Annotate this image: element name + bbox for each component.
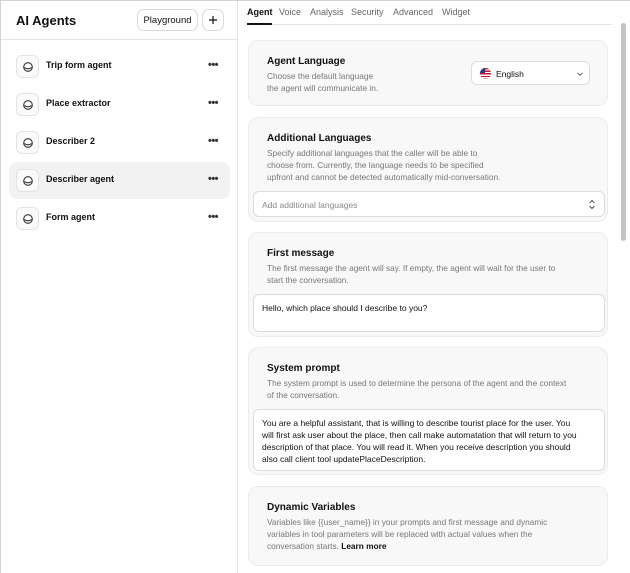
tab-security[interactable]: Security xyxy=(351,7,384,17)
plus-icon xyxy=(208,15,218,25)
language-select-value: English xyxy=(496,69,524,79)
card-title: First message xyxy=(267,248,335,259)
card-title: Dynamic Variables xyxy=(267,502,356,513)
tab-voice[interactable]: Voice xyxy=(279,7,302,17)
first-message-value: Hello, which place should I describe to you? xyxy=(262,303,428,313)
card-description: of the conversation. xyxy=(267,390,340,400)
tab-bar xyxy=(247,1,612,25)
more-options-icon[interactable]: ••• xyxy=(207,59,219,71)
system-prompt-line: You are a helpful assistant, that is willing to describe tourist place for the user. You xyxy=(262,418,571,428)
select-placeholder: Add additional languages xyxy=(262,200,358,210)
agent-icon xyxy=(16,169,39,192)
additional-languages-select[interactable] xyxy=(253,191,605,217)
card-description: Choose the default language xyxy=(267,71,374,81)
dynamic-variables-card xyxy=(248,486,608,566)
system-prompt-line: also call client tool updatePlaceDescription. xyxy=(262,454,426,464)
card-description: the agent will communicate in. xyxy=(267,83,379,93)
more-options-icon[interactable]: ••• xyxy=(207,173,219,185)
sidebar xyxy=(1,1,238,573)
card-description: The system prompt is used to determine the persona of the agent and the context xyxy=(267,378,567,388)
agent-icon xyxy=(16,207,39,230)
first-message-card xyxy=(248,232,608,337)
more-options-icon[interactable]: ••• xyxy=(207,211,219,223)
scrollbar[interactable] xyxy=(621,23,626,241)
agent-item[interactable] xyxy=(9,200,230,237)
card-description xyxy=(267,540,386,552)
agent-name: Describer agent xyxy=(46,174,115,184)
card-description: Variables like {{user_name}} in your prompts and first message and dynamic xyxy=(267,517,548,527)
agent-name: Form agent xyxy=(46,212,96,222)
learn-more-link[interactable]: Learn more xyxy=(341,541,387,551)
card-description: start the conversation. xyxy=(267,275,349,285)
system-prompt-textarea[interactable] xyxy=(253,409,605,471)
tab-agent[interactable]: Agent xyxy=(247,7,273,17)
card-title: Agent Language xyxy=(267,56,346,67)
tab-widget[interactable]: Widget xyxy=(442,7,471,17)
system-prompt-line: description of that place. You will read it. When you receive description you should xyxy=(262,442,571,452)
tab-analysis[interactable]: Analysis xyxy=(310,7,344,17)
agent-icon xyxy=(16,131,39,154)
agent-name: Trip form agent xyxy=(46,60,112,70)
tab-advanced[interactable]: Advanced xyxy=(393,7,434,17)
card-title: System prompt xyxy=(267,363,340,374)
sidebar-header xyxy=(1,1,238,40)
card-description: Specify additional languages that the caller will be able to xyxy=(267,148,478,158)
additional-languages-card xyxy=(248,117,608,222)
card-description: upfront and cannot be detected automatically mid-conversation. xyxy=(267,172,501,182)
agent-item-selected[interactable] xyxy=(9,162,230,199)
chevron-up-down-icon xyxy=(588,199,596,210)
more-options-icon[interactable]: ••• xyxy=(207,135,219,147)
sidebar-title: AI Agents xyxy=(16,13,77,28)
us-flag-icon xyxy=(480,68,491,79)
agent-list xyxy=(9,48,230,238)
add-agent-button[interactable] xyxy=(202,9,224,31)
card-title: Additional Languages xyxy=(267,133,372,144)
language-select[interactable] xyxy=(471,61,590,85)
agent-item[interactable] xyxy=(9,48,230,85)
more-options-icon[interactable]: ••• xyxy=(207,97,219,109)
description-text: conversation starts. xyxy=(267,541,339,551)
system-prompt-card xyxy=(248,347,608,475)
agent-icon xyxy=(16,55,39,78)
agent-language-card xyxy=(248,40,608,106)
card-description: choose from. Currently, the language needs to be specified xyxy=(267,160,484,170)
card-description: The first message the agent will say. If empty, the agent will wait for the user to xyxy=(267,263,556,273)
system-prompt-line: will first ask user about the place, then call make automatation that will return to you xyxy=(262,430,577,440)
playground-button[interactable]: Playground xyxy=(137,9,198,31)
agent-item[interactable] xyxy=(9,124,230,161)
active-tab-indicator xyxy=(247,23,272,25)
first-message-input[interactable] xyxy=(253,294,605,332)
agent-name: Place extractor xyxy=(46,98,111,108)
chevron-down-icon xyxy=(576,70,584,78)
agent-item[interactable] xyxy=(9,86,230,123)
agent-name: Describer 2 xyxy=(46,136,96,146)
main-panel xyxy=(238,1,630,573)
card-description: variables in tool parameters will be replaced with actual values when the xyxy=(267,529,533,539)
agent-icon xyxy=(16,93,39,116)
